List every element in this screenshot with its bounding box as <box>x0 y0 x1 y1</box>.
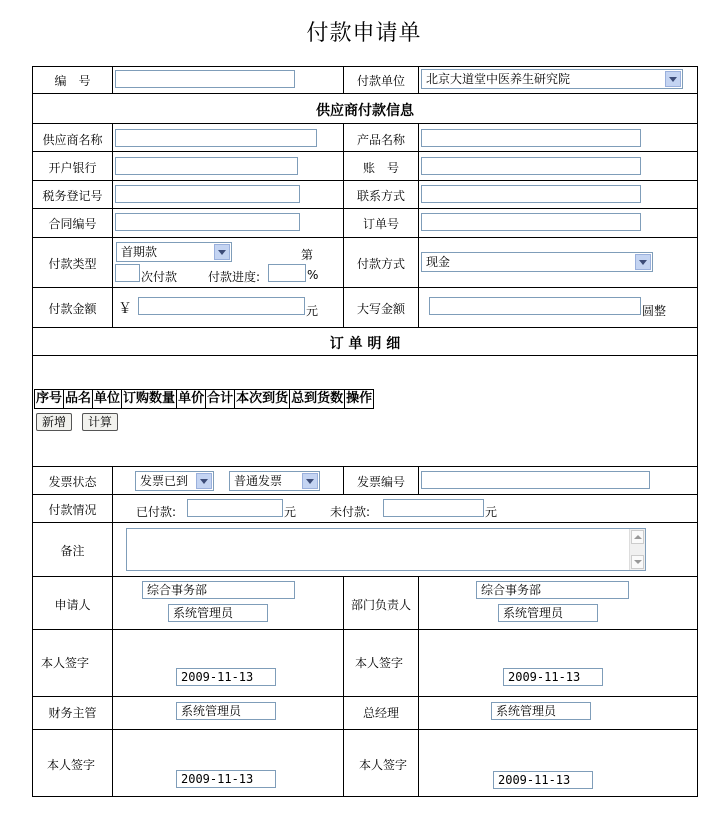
row-divider <box>32 180 698 181</box>
invoice-status-value: 发票已到 <box>140 474 189 488</box>
bank-label: 开户银行 <box>48 161 97 175</box>
chevron-down-icon <box>196 473 212 489</box>
paid-unit: 元 <box>284 505 297 519</box>
order-col-header: 序号 <box>36 391 63 406</box>
row-divider <box>32 237 698 238</box>
order-table-header <box>34 389 374 409</box>
order-col-header: 本次到货 <box>236 391 289 406</box>
dept-head-label: 部门负责人 <box>350 598 411 612</box>
product-name-input[interactable] <box>421 129 641 147</box>
col-divider <box>112 123 113 327</box>
invoice-no-input[interactable] <box>421 471 650 489</box>
contract-no-input[interactable] <box>115 213 300 231</box>
order-col-header: 操作 <box>346 391 373 406</box>
gm-signature-label: 本人签字 <box>359 758 408 772</box>
row-divider <box>32 494 698 495</box>
invoice-status-label: 发票状态 <box>48 475 97 489</box>
scroll-up-icon[interactable] <box>631 530 644 544</box>
col-divider <box>418 123 419 327</box>
product-name-label: 产品名称 <box>356 133 405 147</box>
row-divider <box>32 629 698 630</box>
number-label: 编 号 <box>54 74 91 88</box>
applicant-label: 申请人 <box>54 598 91 612</box>
pay-method-label: 付款方式 <box>356 257 405 271</box>
times-suffix: 次付款 <box>141 270 178 284</box>
pay-method-select[interactable] <box>421 252 653 272</box>
bank-input[interactable] <box>115 157 298 175</box>
remark-label: 备注 <box>60 544 85 558</box>
scrollbar[interactable] <box>629 529 645 570</box>
unpaid-label: 未付款: <box>330 505 371 519</box>
remark-textarea[interactable] <box>126 528 646 571</box>
pay-type-di: 第 <box>301 248 314 262</box>
pay-method-value: 现金 <box>426 255 451 269</box>
row-divider <box>32 576 698 577</box>
invoice-type-value: 普通发票 <box>234 474 283 488</box>
invoice-status-select[interactable] <box>135 471 214 491</box>
contact-label: 联系方式 <box>356 189 405 203</box>
chevron-down-icon <box>302 473 318 489</box>
applicant-signature-label: 本人签字 <box>41 656 90 670</box>
scroll-down-icon[interactable] <box>631 555 644 569</box>
account-label: 账 号 <box>362 161 399 175</box>
row-divider <box>32 151 698 152</box>
row-divider <box>32 696 698 697</box>
order-col-header: 品名 <box>65 391 92 406</box>
payment-status-label: 付款情况 <box>48 503 97 517</box>
paid-input[interactable] <box>187 499 283 517</box>
row-divider <box>32 466 698 467</box>
amount-label: 付款金额 <box>48 302 97 316</box>
dept-head-name[interactable]: 系统管理员 <box>498 604 598 622</box>
add-button[interactable]: 新增 <box>36 413 72 431</box>
account-input[interactable] <box>421 157 641 175</box>
amount-caps-input[interactable] <box>429 297 641 315</box>
dept-head-dept[interactable]: 综合事务部 <box>476 581 629 599</box>
row-divider <box>32 287 698 288</box>
finance-sign-date[interactable]: 2009-11-13 <box>176 770 276 788</box>
order-col-header: 合计 <box>207 391 234 406</box>
col-divider <box>112 466 113 797</box>
chevron-down-icon <box>665 71 681 87</box>
applicant-name[interactable]: 系统管理员 <box>168 604 268 622</box>
order-col-header: 单位 <box>94 391 121 406</box>
invoice-type-select[interactable] <box>229 471 320 491</box>
col-divider <box>418 576 419 797</box>
row-divider <box>32 327 698 328</box>
col-divider <box>112 66 113 93</box>
row-divider <box>32 123 698 124</box>
pay-type-label: 付款类型 <box>48 257 97 271</box>
percent-label: % <box>307 268 319 282</box>
times-input[interactable] <box>115 264 140 282</box>
gm-sign-date[interactable]: 2009-11-13 <box>493 771 593 789</box>
number-input[interactable] <box>115 70 295 88</box>
amount-input[interactable] <box>138 297 305 315</box>
gm-name[interactable]: 系统管理员 <box>491 702 591 720</box>
supplier-section-title: 供应商付款信息 <box>316 103 414 119</box>
order-col-header: 单价 <box>178 391 205 406</box>
row-divider <box>32 522 698 523</box>
dept-head-signature-label: 本人签字 <box>355 656 404 670</box>
row-divider <box>32 208 698 209</box>
progress-label: 付款进度: <box>208 270 261 284</box>
progress-input[interactable] <box>268 264 306 282</box>
supplier-name-label: 供应商名称 <box>42 133 103 147</box>
order-col-header: 总到货数 <box>291 391 344 406</box>
col-divider <box>418 466 419 494</box>
finance-label: 财务主管 <box>48 706 97 720</box>
row-divider <box>32 729 698 730</box>
invoice-no-label: 发票编号 <box>356 475 405 489</box>
chevron-down-icon <box>214 244 230 260</box>
chevron-down-icon <box>635 254 651 270</box>
order-no-label: 订单号 <box>362 217 399 231</box>
pay-type-select[interactable] <box>116 242 232 262</box>
payer-unit-label: 付款单位 <box>356 74 405 88</box>
order-no-input[interactable] <box>421 213 641 231</box>
unpaid-input[interactable] <box>383 499 484 517</box>
order-col-header: 订购数量 <box>123 391 176 406</box>
contact-input[interactable] <box>421 185 641 203</box>
tax-no-label: 税务登记号 <box>42 189 103 203</box>
calculate-button[interactable]: 计算 <box>82 413 118 431</box>
col-divider <box>418 66 419 93</box>
currency-icon: ￥ <box>118 301 132 317</box>
pay-type-value: 首期款 <box>121 245 158 259</box>
tax-no-input[interactable] <box>115 185 300 203</box>
finance-signature-label: 本人签字 <box>47 758 96 772</box>
row-divider <box>32 355 698 356</box>
order-section-title: 订 单 明 细 <box>329 336 401 352</box>
applicant-dept[interactable]: 综合事务部 <box>142 581 295 599</box>
finance-name[interactable]: 系统管理员 <box>176 702 276 720</box>
gm-label: 总经理 <box>362 706 399 720</box>
amount-caps-suffix: 圆整 <box>642 304 667 318</box>
contract-no-label: 合同编号 <box>48 217 97 231</box>
amount-unit: 元 <box>306 304 319 318</box>
page-title: 付款申请单 <box>306 21 422 46</box>
supplier-name-input[interactable] <box>115 129 317 147</box>
unpaid-unit: 元 <box>485 505 498 519</box>
paid-label: 已付款: <box>136 505 177 519</box>
row-divider <box>32 93 698 94</box>
applicant-sign-date[interactable]: 2009-11-13 <box>176 668 276 686</box>
payer-unit-value: 北京大道堂中医养生研究院 <box>426 72 571 86</box>
amount-caps-label: 大写金额 <box>356 302 405 316</box>
dept-head-sign-date[interactable]: 2009-11-13 <box>503 668 603 686</box>
payer-unit-select[interactable] <box>421 69 683 89</box>
